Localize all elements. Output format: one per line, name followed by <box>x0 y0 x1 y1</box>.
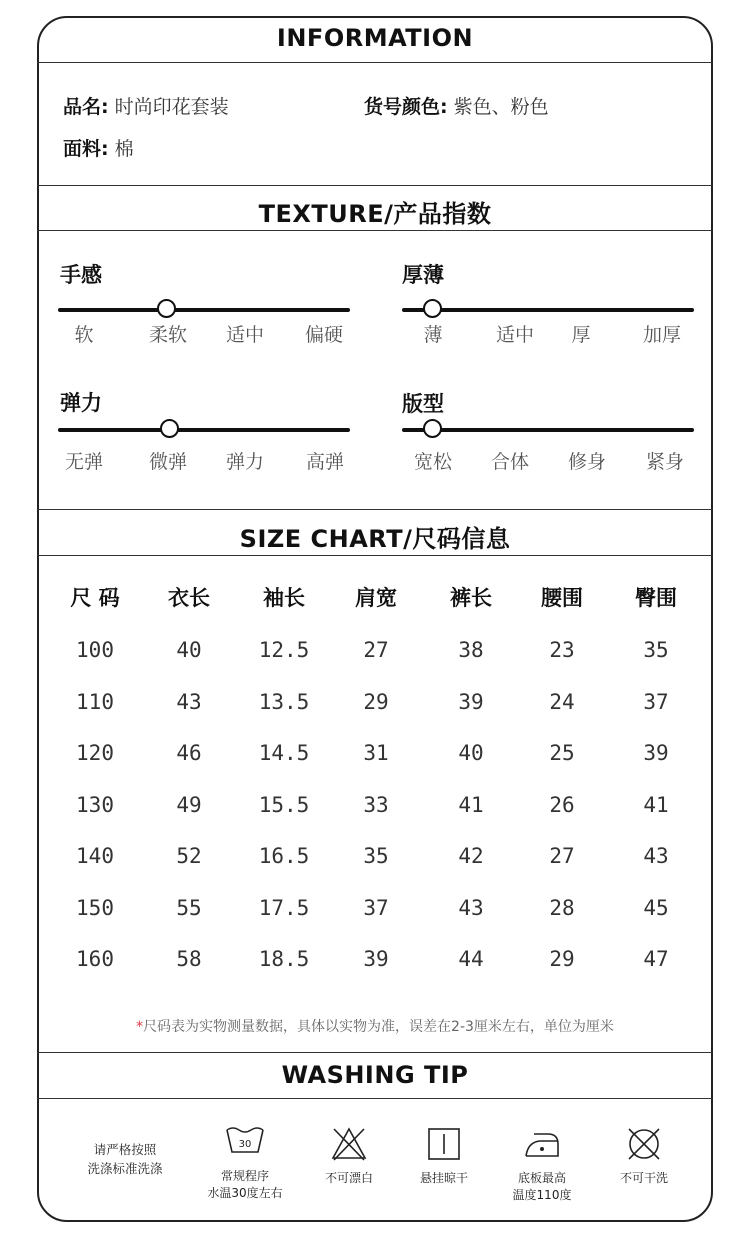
size-table-cell: 16.5 <box>258 844 310 868</box>
size-table-cell: 38 <box>458 638 484 662</box>
thickness-option: 厚 <box>571 324 591 346</box>
size-table-header: 尺 码 <box>70 586 120 610</box>
size-table-cell: 25 <box>549 741 575 765</box>
size-table-cell: 14.5 <box>258 741 310 765</box>
product-color-value: 紫色、粉色 <box>453 96 549 118</box>
texture-title: TEXTURE/产品指数 <box>258 200 492 228</box>
wash-caption-line: 常规程序 <box>220 1169 269 1183</box>
no-bleach-icon <box>330 1126 368 1162</box>
wash-caption <box>294 1170 404 1187</box>
size-table-cell: 150 <box>76 896 114 920</box>
fabric-row <box>63 134 134 161</box>
size-table-cell: 39 <box>458 690 484 714</box>
iron-110-icon <box>522 1126 562 1162</box>
size-table-cell: 160 <box>76 947 114 971</box>
size-table-cell: 41 <box>458 793 484 817</box>
size-table-cell: 44 <box>458 947 484 971</box>
wash-30-icon <box>225 1126 265 1156</box>
size-table-cell: 40 <box>458 741 484 765</box>
size-table-cell: 26 <box>549 793 575 817</box>
washing-lead-line: 请严格按照 <box>93 1142 157 1157</box>
size-table-cell: 33 <box>363 793 389 817</box>
divider <box>37 185 713 186</box>
size-table-cell: 27 <box>549 844 575 868</box>
divider <box>37 1098 713 1099</box>
elasticity-option: 高弹 <box>305 451 344 473</box>
fit-slider-track <box>402 428 694 432</box>
size-table-cell: 100 <box>76 638 114 662</box>
fit-option: 合体 <box>490 451 529 473</box>
wash-item-no-bleach <box>294 1126 404 1187</box>
thickness-option: 适中 <box>495 324 534 346</box>
texture-label-elasticity: 弹力 <box>60 391 102 415</box>
product-name-row <box>63 92 229 119</box>
elasticity-slider-track <box>58 428 350 432</box>
size-table-cell: 58 <box>176 947 202 971</box>
wash-caption-line: 不可干洗 <box>619 1171 668 1185</box>
wash-temp-label: 30 <box>238 1139 252 1150</box>
wash-caption <box>589 1170 699 1187</box>
divider <box>37 230 713 231</box>
thickness-option: 薄 <box>423 324 443 346</box>
note-star: * <box>136 1019 144 1035</box>
size-table-cell: 37 <box>643 690 669 714</box>
size-table-cell: 43 <box>458 896 484 920</box>
elasticity-slider-knob <box>160 419 179 438</box>
wash-item-iron <box>487 1126 597 1204</box>
divider <box>37 555 713 556</box>
wash-caption <box>487 1170 597 1204</box>
size-table-header: 腰围 <box>541 586 583 610</box>
size-chart-title: SIZE CHART/尺码信息 <box>239 525 511 553</box>
size-table-cell: 18.5 <box>258 947 310 971</box>
texture-label-thickness: 厚薄 <box>402 263 444 287</box>
elasticity-option: 无弹 <box>64 451 103 473</box>
wash-caption-line: 底板最高 <box>517 1171 566 1185</box>
size-table-cell: 35 <box>363 844 389 868</box>
wash-caption-line: 温度110度 <box>512 1188 572 1202</box>
size-table-cell: 110 <box>76 690 114 714</box>
size-table-header: 臀围 <box>635 586 677 610</box>
product-color-label: 货号颜色: <box>364 96 448 118</box>
product-color-row <box>364 92 549 119</box>
washing-lead-text <box>70 1140 180 1178</box>
size-table-cell: 12.5 <box>258 638 310 662</box>
thickness-option: 加厚 <box>642 324 681 346</box>
divider <box>37 509 713 510</box>
elasticity-option: 弹力 <box>225 451 264 473</box>
wash-caption-line: 水温30度左右 <box>207 1186 283 1200</box>
size-note <box>37 1016 713 1036</box>
information-title: INFORMATION <box>276 24 474 52</box>
washing-title: WASHING TIP <box>281 1061 469 1089</box>
divider <box>37 1052 713 1053</box>
divider <box>37 62 713 63</box>
feel-option: 柔软 <box>148 324 187 346</box>
size-table-cell: 47 <box>643 947 669 971</box>
washing-lead-line: 洗涤标准洗涤 <box>87 1161 163 1176</box>
size-table-cell: 41 <box>643 793 669 817</box>
size-table-cell: 55 <box>176 896 202 920</box>
texture-label-fit: 版型 <box>402 392 444 416</box>
wash-item-hang-dry <box>389 1126 499 1187</box>
fabric-label: 面料: <box>63 138 109 160</box>
size-table-cell: 28 <box>549 896 575 920</box>
size-table-cell: 17.5 <box>258 896 310 920</box>
size-table-cell: 29 <box>363 690 389 714</box>
size-table-cell: 140 <box>76 844 114 868</box>
size-table-cell: 39 <box>363 947 389 971</box>
feel-option: 偏硬 <box>304 324 343 346</box>
thickness-slider-track <box>402 308 694 312</box>
size-table-cell: 43 <box>643 844 669 868</box>
size-table-cell: 24 <box>549 690 575 714</box>
size-table-cell: 120 <box>76 741 114 765</box>
feel-option: 适中 <box>225 324 264 346</box>
size-table-cell: 13.5 <box>258 690 310 714</box>
size-table-cell: 42 <box>458 844 484 868</box>
size-table-header: 袖长 <box>263 586 305 610</box>
wash-item-wash30 <box>190 1126 300 1202</box>
size-table-cell: 15.5 <box>258 793 310 817</box>
feel-slider-track <box>58 308 350 312</box>
wash-caption-line: 不可漂白 <box>324 1171 373 1185</box>
size-table-header: 肩宽 <box>355 586 397 610</box>
size-table-cell: 40 <box>176 638 202 662</box>
size-table-cell: 27 <box>363 638 389 662</box>
feel-slider-knob <box>157 299 176 318</box>
product-name-label: 品名: <box>63 96 109 118</box>
feel-option: 软 <box>74 324 94 346</box>
hang-dry-icon <box>427 1126 461 1162</box>
wash-item-no-dry-clean <box>589 1126 699 1187</box>
size-table-header: 衣长 <box>168 586 210 610</box>
thickness-slider-knob <box>423 299 442 318</box>
size-table-cell: 130 <box>76 793 114 817</box>
texture-label-feel: 手感 <box>60 263 102 287</box>
elasticity-option: 微弹 <box>148 451 187 473</box>
fabric-value: 棉 <box>114 138 134 160</box>
size-table-cell: 43 <box>176 690 202 714</box>
fit-slider-knob <box>423 419 442 438</box>
fit-option: 修身 <box>567 451 606 473</box>
no-dry-clean-icon <box>625 1126 663 1162</box>
size-table-cell: 49 <box>176 793 202 817</box>
wash-caption <box>190 1168 300 1202</box>
size-table-cell: 45 <box>643 896 669 920</box>
wash-caption <box>389 1170 499 1187</box>
size-table-cell: 23 <box>549 638 575 662</box>
size-table-header: 裤长 <box>450 586 492 610</box>
size-table-cell: 39 <box>643 741 669 765</box>
fit-option: 宽松 <box>413 451 452 473</box>
note-text: 尺码表为实物测量数据，具体以实物为准，误差在2-3厘米左右，单位为厘米 <box>143 1019 614 1035</box>
product-name-value: 时尚印花套装 <box>114 96 229 118</box>
size-table-cell: 37 <box>363 896 389 920</box>
size-table-cell: 31 <box>363 741 389 765</box>
size-table-cell: 29 <box>549 947 575 971</box>
wash-caption-line: 悬挂晾干 <box>419 1171 468 1185</box>
size-table-cell: 52 <box>176 844 202 868</box>
size-table-cell: 46 <box>176 741 202 765</box>
fit-option: 紧身 <box>645 451 684 473</box>
size-table-cell: 35 <box>643 638 669 662</box>
